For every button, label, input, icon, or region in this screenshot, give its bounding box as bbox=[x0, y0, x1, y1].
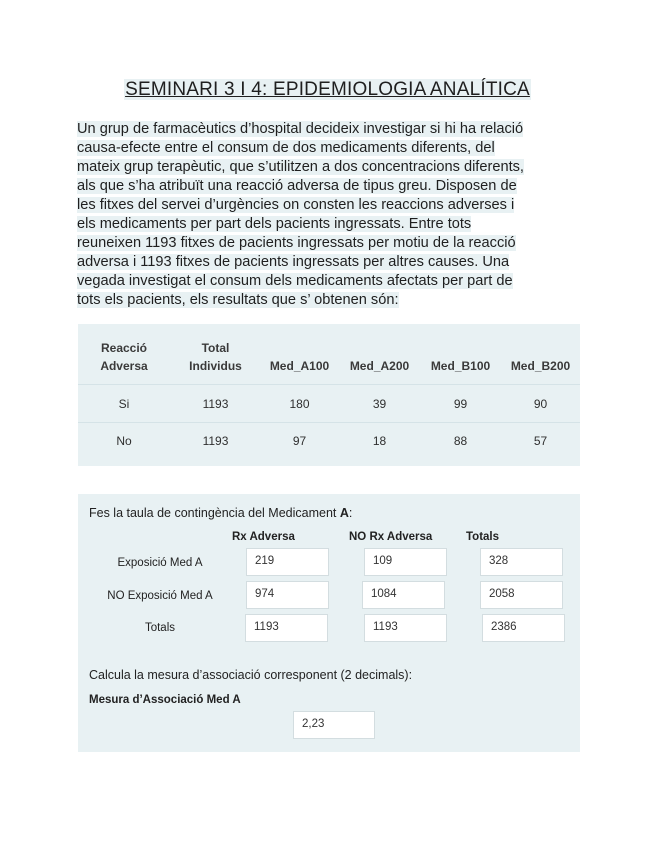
table-cell: 39 bbox=[372, 397, 387, 411]
table-cell: 88 bbox=[453, 434, 468, 448]
intro-line: als que s’ha atribuït una reacció adversa de tipus greu. Disposen de bbox=[77, 178, 517, 194]
measure-input[interactable]: 2,23 bbox=[293, 711, 375, 739]
table-cell: 180 bbox=[289, 397, 310, 411]
header-med-b200: Med_B200 bbox=[510, 359, 571, 373]
table-cell: 1193 bbox=[202, 434, 229, 448]
cell-input[interactable]: 1193 bbox=[245, 614, 328, 642]
intro-line: reuneixen 1193 fitxes de pacients ingressats per motiu de la reacció bbox=[77, 235, 516, 251]
col-header-no-rx-adversa: NO Rx Adversa bbox=[349, 531, 433, 543]
header-med-a100: Med_A100 bbox=[269, 359, 330, 373]
col-header-totals: Totals bbox=[466, 531, 500, 543]
results-table bbox=[78, 324, 580, 466]
intro-paragraph bbox=[77, 120, 582, 310]
intro-line: mateix grup terapèutic, que s’utilitzen a dos concentracions diferents, bbox=[77, 159, 524, 175]
intro-line: els medicaments per part dels pacients ingressats. Entre tots bbox=[77, 216, 472, 232]
table-cell: 1193 bbox=[202, 397, 229, 411]
table-cell: 97 bbox=[292, 434, 307, 448]
cell-input[interactable]: 2058 bbox=[480, 581, 563, 609]
table-cell: 90 bbox=[533, 397, 548, 411]
row-label-totals: Totals bbox=[144, 622, 176, 634]
contingency-panel bbox=[78, 494, 580, 752]
header-reaccio-adversa: Reacció Adversa bbox=[100, 341, 148, 373]
intro-line: les fitxes del servei d’urgències on consten les reaccions adverses i bbox=[77, 197, 515, 213]
cell-input[interactable]: 2386 bbox=[482, 614, 565, 642]
cell-input[interactable]: 1084 bbox=[362, 581, 445, 609]
row-label-exposicio: Exposició Med A bbox=[117, 557, 203, 569]
cell-input[interactable]: 328 bbox=[480, 548, 563, 576]
title-text: SEMINARI 3 I 4: EPIDEMIOLOGIA ANALÍTICA bbox=[125, 79, 530, 100]
page-title bbox=[0, 79, 655, 101]
table-cell: 18 bbox=[372, 434, 387, 448]
cell-input[interactable]: 1193 bbox=[364, 614, 447, 642]
contingency-prompt: Fes la taula de contingència del Medicament A: bbox=[89, 506, 353, 520]
cell-input[interactable]: 219 bbox=[246, 548, 329, 576]
cell-input[interactable]: 974 bbox=[246, 581, 329, 609]
cell-input[interactable]: 109 bbox=[364, 548, 447, 576]
intro-line: vegada investigat el consum dels medicaments afectats per part de bbox=[77, 273, 513, 289]
row-divider bbox=[78, 422, 580, 423]
intro-line: Un grup de farmacèutics d’hospital decideix investigar si hi ha relació bbox=[77, 121, 524, 137]
table-cell: 57 bbox=[533, 434, 548, 448]
col-header-rx-adversa: Rx Adversa bbox=[232, 531, 295, 543]
table-cell: 99 bbox=[453, 397, 468, 411]
header-total-individus: Total Individus bbox=[189, 341, 242, 373]
measure-prompt: Calcula la mesura d’associació corresponent (2 decimals): bbox=[89, 668, 413, 682]
intro-line: causa-efecte entre el consum de dos medicaments diferents, del bbox=[77, 140, 495, 156]
header-med-a200: Med_A200 bbox=[349, 359, 410, 373]
row-label-no-exposicio: NO Exposició Med A bbox=[107, 590, 213, 602]
table-cell: No bbox=[116, 434, 132, 448]
table-cell: Si bbox=[118, 397, 130, 411]
header-med-b100: Med_B100 bbox=[430, 359, 491, 373]
intro-line: adversa i 1193 fitxes de pacients ingressats per altres causes. Una bbox=[77, 254, 510, 270]
intro-line: tots els pacients, els resultats que s’ obtenen són: bbox=[77, 292, 399, 308]
row-divider bbox=[78, 384, 580, 385]
measure-label: Mesura d’Associació Med A bbox=[89, 694, 241, 706]
